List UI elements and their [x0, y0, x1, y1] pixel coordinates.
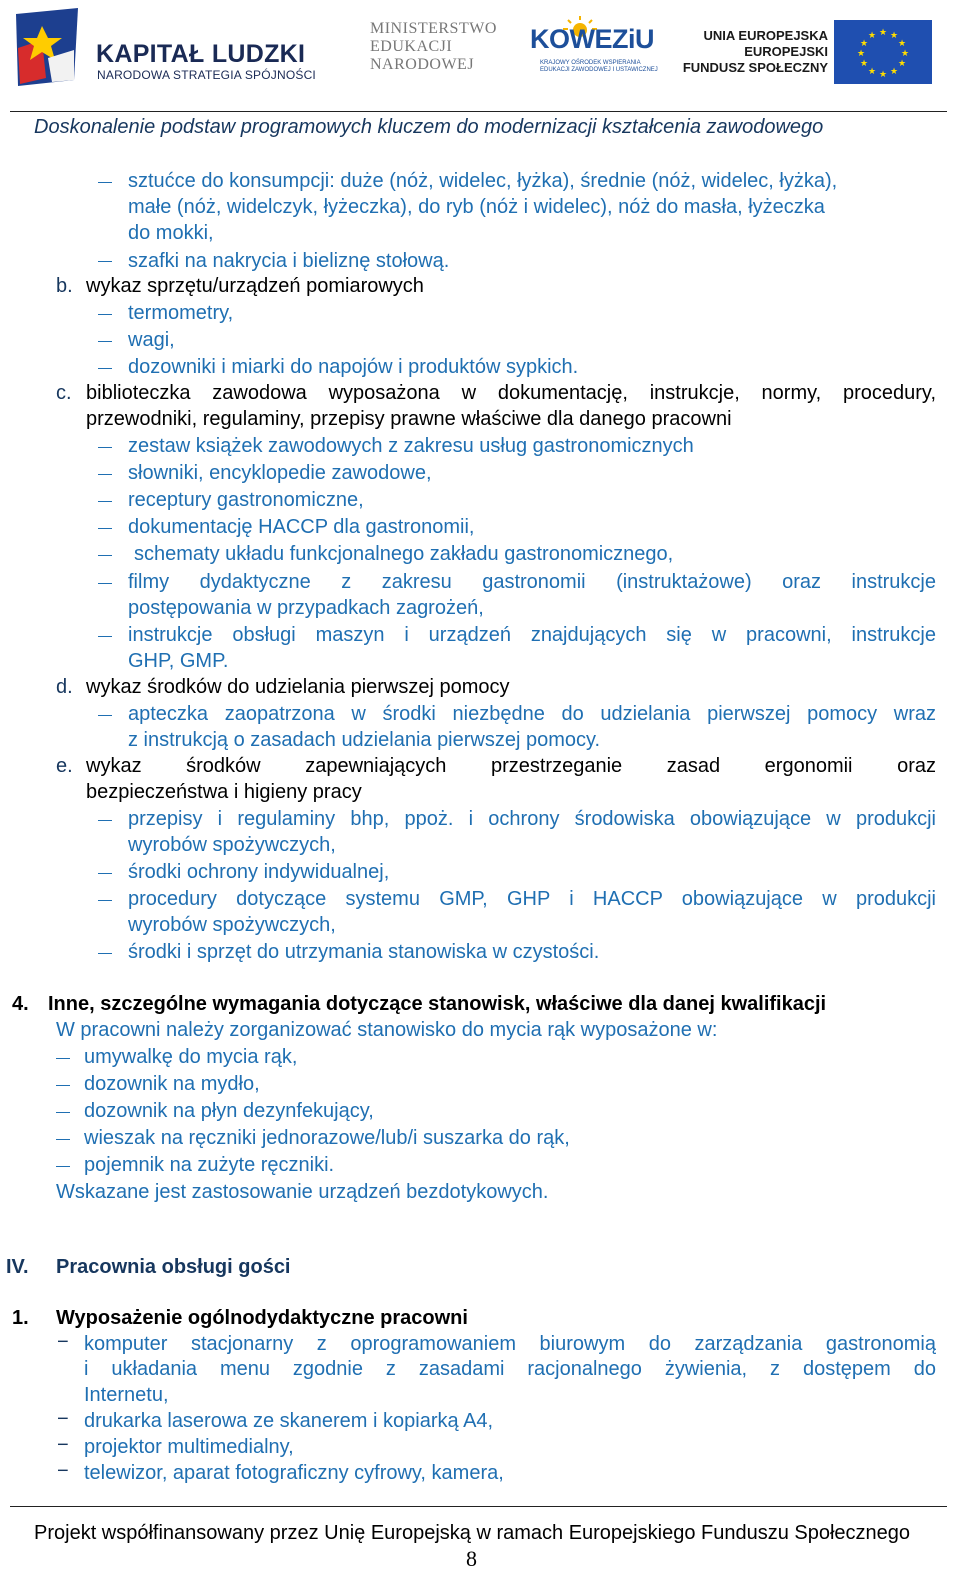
list-item: środki ochrony indywidualnej,: [128, 861, 390, 883]
list-item-line: komputer stacjonarny z oprogramowaniem biurowym do zarządzania gastronomią: [84, 1333, 936, 1355]
section-heading-line: biblioteczka zawodowa wyposażona w dokumentację, instrukcje, normy, procedury,: [86, 382, 936, 404]
list-item: dokumentację HACCP dla gastronomii,: [128, 516, 475, 538]
list-item: dozowniki i miarki do napojów i produktów sypkich.: [128, 356, 579, 378]
list-dash: [98, 314, 112, 315]
list-item: szafki na nakrycia i bieliznę stołową.: [128, 250, 450, 272]
list-item: dozownik na mydło,: [84, 1073, 260, 1095]
list-item-cont: małe (nóż, widelczyk, łyżeczka), do ryb (nóż i widelec), nóż do masła, łyżeczka: [128, 196, 825, 218]
koweziu-name: KOWEZiU: [530, 24, 654, 54]
svg-text:★: ★: [859, 59, 869, 69]
list-item-line: i układania menu zgodnie z zasadami racjonalnego żywienia, z dostępem do: [84, 1358, 936, 1380]
kapital-ludzki-logo: [8, 4, 318, 88]
list-dash: −: [57, 1460, 69, 1482]
list-marker: c.: [56, 382, 72, 404]
header-divider: [10, 111, 947, 112]
list-dash: [56, 1085, 70, 1086]
list-dash: [98, 583, 112, 584]
list-dash: [98, 341, 112, 342]
list-item: projektor multimedialny,: [84, 1436, 294, 1458]
list-item-cont: Internetu,: [84, 1384, 169, 1406]
list-dash: −: [57, 1408, 69, 1430]
ministry-line: EDUKACJI: [370, 38, 453, 55]
chapter-title: Pracownia obsługi gości: [56, 1256, 291, 1278]
eu-line: FUNDUSZ SPOŁECZNY: [682, 60, 828, 75]
section-heading-line: bezpieczeństwa i higieny pracy: [86, 781, 362, 803]
kapital-ludzki-flag-icon: [12, 8, 82, 86]
list-item: schematy układu funkcjonalnego zakładu gastronomicznego,: [134, 543, 674, 565]
list-dash: [98, 873, 112, 874]
list-item: [128, 887, 936, 911]
list-item-line: instrukcje obsługi maszyn i urządzeń znajdujących się w pracowni, instrukcje: [128, 624, 936, 646]
list-dash: −: [57, 1434, 69, 1456]
list-item: umywalkę do mycia rąk,: [84, 1046, 298, 1068]
list-item: środki i sprzęt do utrzymania stanowiska w czystości.: [128, 941, 600, 963]
list-item: telewizor, aparat fotograficzny cyfrowy, kamera,: [84, 1462, 504, 1484]
eu-logo: [682, 18, 940, 86]
list-item-line: filmy dydaktyczne z zakresu gastronomii (instruktażowe) oraz instrukcje: [128, 571, 936, 593]
list-item: słowniki, encyklopedie zawodowe,: [128, 462, 432, 484]
list-dash: [98, 900, 112, 901]
list-dash: [56, 1058, 70, 1059]
section-title: Inne, szczególne wymagania dotyczące stanowisk, właściwe dla danej kwalifikacji: [48, 993, 827, 1015]
svg-text:★: ★: [878, 70, 888, 80]
svg-text:★: ★: [867, 31, 877, 41]
section-number: 1.: [12, 1307, 29, 1329]
section-heading: wykaz środków do udzielania pierwszej pomocy: [86, 676, 510, 698]
list-item-cont: wyrobów spożywczych,: [128, 834, 336, 856]
list-item: [128, 570, 936, 594]
list-item-cont: wyrobów spożywczych,: [128, 914, 336, 936]
list-item: [84, 1332, 936, 1356]
list-dash: [56, 1166, 70, 1167]
list-dash: [56, 1112, 70, 1113]
list-item-cont: GHP, GMP.: [128, 650, 229, 672]
list-marker: d.: [56, 676, 73, 698]
kapital-ludzki-subtitle: NARODOWA STRATEGIA SPÓJNOŚCI: [97, 68, 316, 82]
list-item-cont: z instrukcją o zasadach udzielania pierwszej pomocy.: [128, 729, 601, 751]
list-dash: [98, 820, 112, 821]
list-dash: [98, 182, 112, 183]
list-marker: e.: [56, 755, 73, 777]
list-item: wieszak na ręczniki jednorazowe/lub/i suszarka do rąk,: [84, 1127, 570, 1149]
list-item: termometry,: [128, 302, 234, 324]
ministry-line: MINISTERSTWO: [370, 20, 497, 37]
paragraph: W pracowni należy zorganizować stanowisko do mycia rąk wyposażone w:: [56, 1019, 718, 1041]
list-dash: [98, 636, 112, 637]
chapter-number: IV.: [6, 1256, 29, 1278]
section-heading-line: wykaz środków zapewniających przestrzeganie zasad ergonomii oraz: [86, 755, 936, 777]
list-item: drukarka laserowa ze skanerem i kopiarką A4,: [84, 1410, 494, 1432]
page-number: 8: [466, 1546, 477, 1571]
list-dash: [98, 447, 112, 448]
page-subtitle: Doskonalenie podstaw programowych kluczem do modernizacji kształcenia zawodowego: [34, 116, 824, 138]
list-dash: −: [57, 1331, 69, 1353]
svg-text:★: ★: [889, 31, 899, 41]
kapital-ludzki-title: KAPITAŁ LUDZKI: [96, 40, 306, 68]
list-item: dozownik na płyn dezynfekujący,: [84, 1100, 374, 1122]
list-item: [128, 807, 936, 831]
svg-text:★: ★: [889, 67, 899, 77]
ministry-logo: [370, 20, 510, 80]
list-item: receptury gastronomiczne,: [128, 489, 364, 511]
list-item-line: przepisy i regulaminy bhp, ppoż. i ochrony środowiska obowiązujące w produkcji: [128, 808, 936, 830]
eu-line: EUROPEJSKI: [744, 44, 828, 59]
section-title: Wyposażenie ogólnodydaktyczne pracowni: [56, 1307, 468, 1329]
list-item: [128, 623, 936, 647]
list-item-line: procedury dotyczące systemu GMP, GHP i HACCP obowiązujące w produkcji: [128, 888, 936, 910]
list-dash: [98, 501, 112, 502]
list-dash: [98, 474, 112, 475]
list-item-cont: [84, 1357, 936, 1381]
koweziu-sub-line: EDUKACJI ZAWODOWEJ I USTAWICZNEJ: [540, 67, 658, 73]
list-dash: [98, 261, 112, 262]
list-dash: [98, 555, 112, 556]
paragraph: Wskazane jest zastosowanie urządzeń bezdotykowych.: [56, 1181, 549, 1203]
svg-text:★: ★: [878, 28, 888, 38]
list-dash: [98, 953, 112, 954]
section-number: 4.: [12, 993, 29, 1015]
svg-text:★: ★: [867, 67, 877, 77]
svg-text:★: ★: [856, 49, 866, 59]
list-item: pojemnik na zużyte ręczniki.: [84, 1154, 335, 1176]
list-dash: [98, 715, 112, 716]
list-item: sztućce do konsumpcji: duże (nóż, widelec, łyżka), średnie (nóż, widelec, łyżka),: [128, 170, 838, 192]
list-item: wagi,: [128, 329, 175, 351]
section-heading: wykaz sprzętu/urządzeń pomiarowych: [86, 275, 424, 297]
svg-text:★: ★: [897, 59, 907, 69]
koweziu-sub-line: KRAJOWY OŚRODEK WSPIERANIA: [540, 60, 641, 66]
svg-text:★: ★: [897, 39, 907, 49]
list-item-cont: do mokki,: [128, 222, 214, 244]
list-dash: [98, 368, 112, 369]
ministry-line: NARODOWEJ: [370, 56, 475, 73]
list-dash: [56, 1139, 70, 1140]
footer-divider: [10, 1506, 947, 1507]
eu-flag-icon: [834, 20, 932, 84]
svg-text:★: ★: [859, 39, 869, 49]
section-heading-line: przewodniki, regulaminy, przepisy prawne właściwe dla danego pracowni: [86, 408, 732, 430]
section-heading: [86, 754, 936, 778]
section-heading: [86, 381, 936, 405]
list-item: zestaw książek zawodowych z zakresu usług gastronomicznych: [128, 435, 694, 457]
koweziu-logo: [530, 14, 660, 84]
list-item-cont: postępowania w przypadkach zagrożeń,: [128, 597, 484, 619]
eu-line: UNIA EUROPEJSKA: [703, 28, 828, 43]
svg-text:★: ★: [900, 49, 910, 59]
list-marker: b.: [56, 275, 73, 297]
list-dash: [98, 528, 112, 529]
footer-text: Projekt współfinansowany przez Unię Europejską w ramach Europejskiego Funduszu Społecznego: [34, 1522, 911, 1544]
list-item: [128, 702, 936, 726]
list-item-line: apteczka zaopatrzona w środki niezbędne do udzielania pierwszej pomocy wraz: [128, 703, 936, 725]
